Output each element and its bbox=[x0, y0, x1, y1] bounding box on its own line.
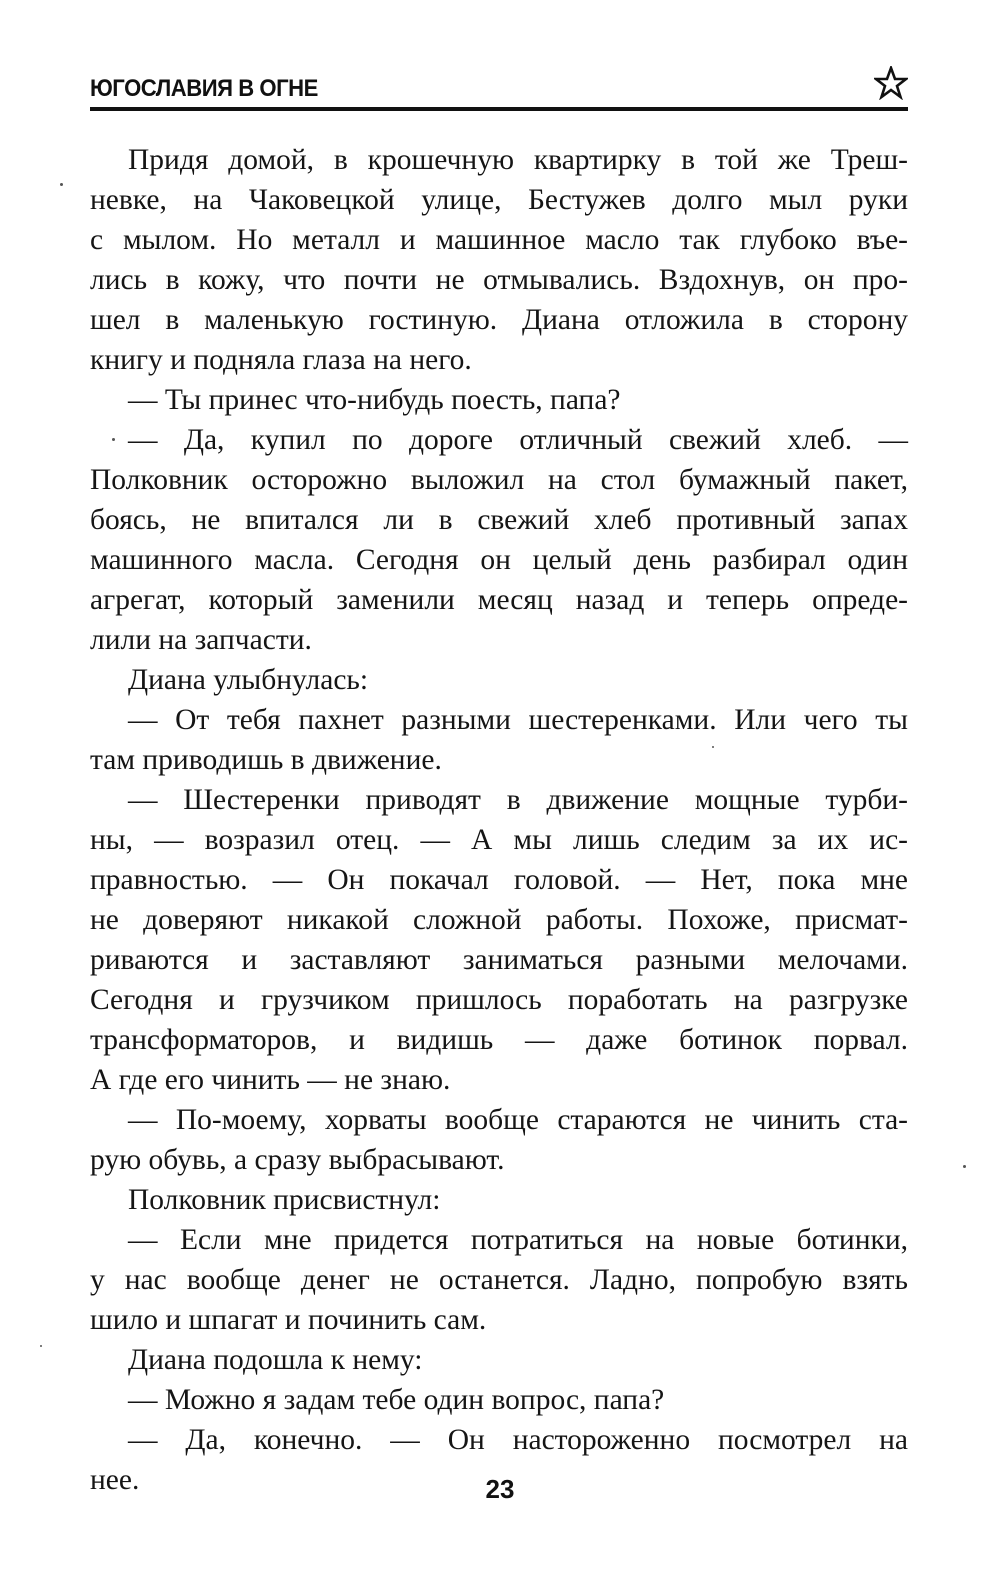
text-line: книгу и подняла глаза на него. bbox=[90, 344, 472, 376]
page-number: 23 bbox=[485, 1474, 515, 1504]
text-line: Придя домой, в крошечную квартирку в той же Треш- bbox=[128, 144, 908, 176]
text-line: шило и шпагат и починить сам. bbox=[90, 1304, 487, 1336]
text-line: шел в маленькую гостиную. Диана отложила в сторону bbox=[90, 304, 908, 336]
text-line: у нас вообще денег не останется. Ладно, попробую взять bbox=[90, 1264, 908, 1296]
text-line: нее. bbox=[90, 1464, 140, 1496]
text-line: — Шестеренки приводят в движение мощные турби- bbox=[128, 784, 908, 816]
text-line: лили на запчасти. bbox=[90, 624, 312, 656]
running-header bbox=[90, 62, 908, 110]
text-line: рую обувь, а сразу выбрасывают. bbox=[90, 1144, 505, 1176]
text-line: — По-моему, хорваты вообще стараются не чинить ста- bbox=[128, 1104, 908, 1136]
body-text bbox=[90, 140, 908, 1500]
scan-speck bbox=[712, 746, 714, 748]
scan-speck bbox=[112, 438, 115, 441]
text-line: — Можно я задам тебе один вопрос, папа? bbox=[128, 1384, 665, 1416]
scan-speck bbox=[963, 1165, 966, 1168]
text-line: — Да, конечно. — Он настороженно посмотрел на bbox=[128, 1424, 908, 1456]
text-line: там приводишь в движение. bbox=[90, 744, 442, 776]
star-outline-icon bbox=[874, 66, 908, 100]
text-line: Полковник присвистнул: bbox=[128, 1184, 441, 1216]
text-line: — От тебя пахнет разными шестеренками. Или чего ты bbox=[128, 704, 908, 736]
text-line: правностью. — Он покачал головой. — Нет, пока мне bbox=[90, 864, 908, 896]
text-line: — Ты принес что-нибудь поесть, папа? bbox=[128, 384, 621, 416]
text-line: — Если мне придется потратиться на новые ботинки, bbox=[128, 1224, 908, 1256]
text-line: риваются и заставляют заниматься разными мелочами. bbox=[90, 944, 908, 976]
text-line: агрегат, который заменили месяц назад и теперь опреде- bbox=[90, 584, 908, 616]
text-line: — Да, купил по дороге отличный свежий хлеб. — bbox=[128, 424, 908, 456]
running-header-title: ЮГОСЛАВИЯ В ОГНЕ bbox=[90, 75, 318, 102]
text-line: лись в кожу, что почти не отмывались. Вздохнув, он про- bbox=[90, 264, 908, 296]
text-line: невке, на Чаковецкой улице, Бестужев долго мыл руки bbox=[90, 184, 908, 216]
text-line: не доверяют никакой сложной работы. Похоже, присмат- bbox=[90, 904, 908, 936]
scan-speck bbox=[60, 183, 63, 186]
header-divider bbox=[90, 107, 908, 111]
text-line: А где его чинить — не знаю. bbox=[90, 1064, 451, 1096]
text-line: Диана подошла к нему: bbox=[128, 1344, 423, 1376]
text-line: Сегодня и грузчиком пришлось поработать на разгрузке bbox=[90, 984, 908, 1016]
text-line: Полковник осторожно выложил на стол бумажный пакет, bbox=[90, 464, 908, 496]
text-line: машинного масла. Сегодня он целый день разбирал один bbox=[90, 544, 908, 576]
text-line: боясь, не впитался ли в свежий хлеб противный запах bbox=[90, 504, 908, 536]
scan-speck bbox=[40, 1345, 42, 1347]
text-line: трансформаторов, и видишь — даже ботинок порвал. bbox=[90, 1024, 908, 1056]
text-line: Диана улыбнулась: bbox=[128, 664, 369, 696]
text-line: ны, — возразил отец. — А мы лишь следим за их ис- bbox=[90, 824, 908, 856]
text-line: с мылом. Но металл и машинное масло так глубоко въе- bbox=[90, 224, 908, 256]
